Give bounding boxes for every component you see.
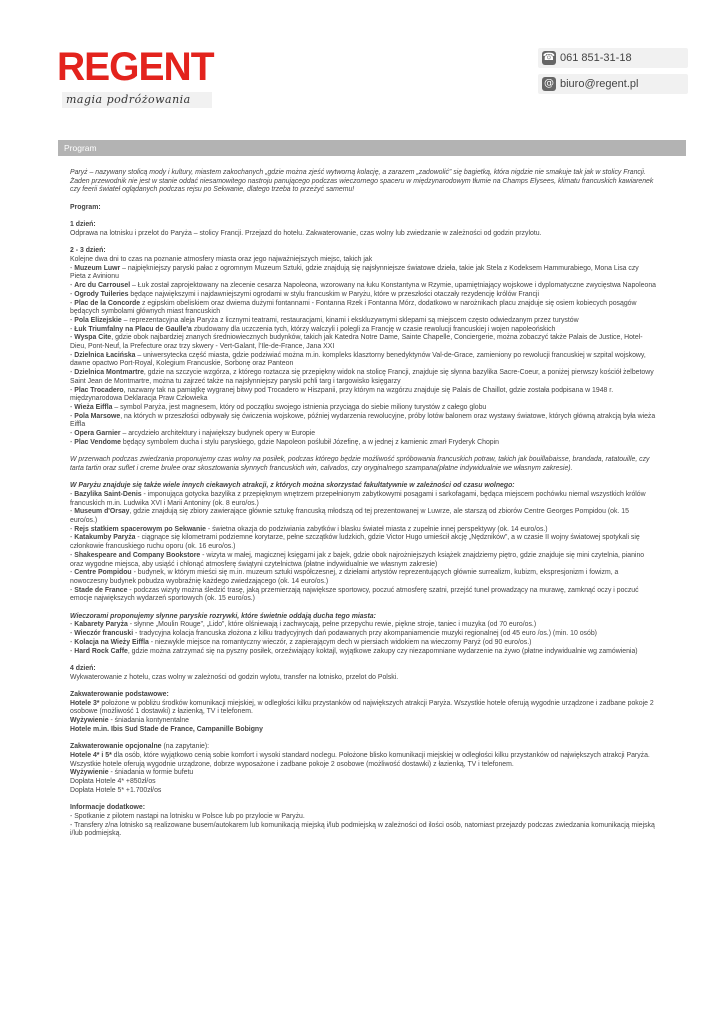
item-name: Bazylika Saint-Denis bbox=[74, 490, 142, 498]
list-item: - Łuk Triumfalny na Placu de Gaulle'a zbudowany dla uczczenia tych, którzy walczyli i polegli za Francję w czasie rewolucji francuskiej i wojen napoleońskich bbox=[70, 325, 556, 333]
item-name: Kolacja na Wieży Eiffla bbox=[74, 638, 149, 646]
attractions-list bbox=[70, 265, 656, 448]
food-note: W przerwach podczas zwiedzania proponujemy czas wolny na posiłek, podczas którego będzie możliwość spróbowania francuskich potraw, takich jak bouillabaisse, brandada, ratatouille, czy tarta tartin oraz suflet i creme brulee oraz skosztowania słynnych francuskich win, calvados, czy oryginalnego szampana(płatne indywidualnie we własnym zakresie). bbox=[70, 456, 650, 472]
hotel-desc: położone w pobliżu środków komunikacji miejskiej, w odległości kilku przystanków od największych atrakcji Paryża. Wszystkie hotele oferują wygodnie urządzone i zadbane pokoje 2 osobowe (możliwość 1 dostawki) z łazienką, TV i telefonem. bbox=[70, 699, 654, 716]
brand-tagline: magia podróżowania bbox=[66, 93, 191, 106]
info-title: Informacje dodatkowe: bbox=[70, 804, 146, 812]
list-item: - Pola Elizejskie – reprezentacyjna aleja Paryża z licznymi teatrami, restauracjami, kinami i ekskluzywnymi sklepami są miejscem często odwiedzanym przez turystów bbox=[70, 316, 579, 324]
section-header: Program bbox=[58, 140, 686, 156]
item-name: Wieża Eiffla bbox=[74, 403, 113, 411]
optional-accommodation-food bbox=[70, 769, 656, 778]
food-label: Wyżywienie bbox=[70, 717, 109, 725]
item-name: Museum d'Orsay bbox=[74, 508, 130, 516]
intro-text: Paryż – nazywany stolicą mody i kultury, miastem zakochanych „gdzie można zjeść wytworną kolację, a zarazem „zadowolić” się bagietką, która nigdzie nie smakuje tak jak w stolicy Francji. Żaden przewodnik nie jest w stanie oddać niesamowitego nastroju panującego podczas wieczornego spaceru w międzynarodowym tłumie na Champs Elysees, klimatu francuskich kawiarenek czy feerii świateł oglądanych podczas rejsu po Sekwanie, dlatego trzeba to przeżyć samemu! bbox=[70, 169, 654, 194]
item-text: - słynne „Moulin Rouge”, „Lido”, które olśniewają i zachwycają, pełne przepychu rewie, piękne stroje, taniec i muzyka (od 70 euro/os.) bbox=[127, 621, 537, 629]
item-text: , gdzie można zatrzymać się na pyszny posiłek, orzeźwiający koktajl, wyjątkowe zakupy czy niezapomniane wydarzenie na żywo (płatne indywidualnie wg zamówienia) bbox=[127, 647, 638, 655]
list-item: - Shakespeare and Company Bookstore - wizyta w małej, magicznej księgarni jak z bajek, gdzie obok najrożniejszych książek znajdziemy piętro, gdzie znajduje się mini czytelnia, pianino oraz wygodne miejsca, aby usiąść i chłonąć atmosferę świątyni czytelnictwa (płatne indywidualnie we własnym zakresie) bbox=[70, 551, 645, 568]
optional-accommodation-title bbox=[70, 743, 656, 752]
item-text: będące największymi i najdawniejszymi ogrodami w stylu francuskim w Paryżu, które w przeszłości otaczały rezydencję królów Francji bbox=[128, 290, 539, 298]
item-name: Muzeum Luwr bbox=[74, 264, 121, 272]
list-item: - Ogrody Tuileries będące największymi i najdawniejszymi ogrodami w stylu francuskim w Paryżu, które w przeszłości otaczały rezydencję królów Francji bbox=[70, 290, 539, 298]
opt-food-label: Wyżywienie bbox=[70, 769, 109, 777]
list-item: - Kolacja na Wieży Eiffla - niezwykle miejsce na romantyczny wieczór, z zapierającym dech w piersiach widokiem na wieczorny Paryż (od 90 euro/os.) bbox=[70, 638, 532, 646]
list-item: - Stade de France - podczas wizyty można śledzić trasę, jaką przemierzają największe sportowcy, poczuć atmosferę szatni, przejść tunel prowadzący na murawę, zamknąć oczy i poczuć emocje największych wydarzeń sportowych (ok. 15 euro/os.) bbox=[70, 586, 639, 603]
item-text: z egipskim obeliskiem oraz dwiema dużymi fontannami - Fontanna Rzek i Fontanna Mórz, dodatkowo w narożnikach placu znajduje się osiem kobiecych posągów będących symbolami głównych miast francuskich bbox=[70, 299, 637, 316]
phone-icon: ☎ bbox=[542, 52, 556, 63]
surcharge-5star: Dopłata Hotele 5* +1.700zł/os bbox=[70, 786, 162, 794]
list-item: - Arc du Carrousel – Łuk został zaprojektowany na zlecenie cesarza Napoleona, wzorowany na łuku Konstantyna w Rzymie, upamiętniający wojskowe i dyplomatyczne zwycięstwa Napoleona bbox=[70, 282, 656, 290]
surcharge-4star: Dopłata Hotele 4* +850zł/os bbox=[70, 778, 156, 786]
item-text: - świetna okazja do podziwiania zabytków i blasku świateł miasta z zupełnie innej perspektywy (ok. 14 euro/os.) bbox=[205, 525, 548, 533]
info-list bbox=[70, 813, 656, 839]
opt-acc-note: (na zapytanie): bbox=[161, 743, 210, 751]
list-item: - Plac de la Concorde z egipskim obeliskiem oraz dwiema dużymi fontannami - Fontanna Rzek i Fontanna Mórz, dodatkowo w narożnikach placu znajduje się osiem kobiecych posągów będących symbolami głównych miast francuskich bbox=[70, 299, 637, 316]
day4-text: Wykwaterowanie z hotelu, czas wolny w zależności od godzin wylotu, transfer na lotnisko, przelot do Polski. bbox=[70, 673, 399, 681]
item-name: Plac de la Concorde bbox=[74, 299, 141, 307]
info-item: - Transfery z/na lotnisko są realizowane busem/autokarem lub komunikacją miejską i/lub podmiejską w zależności od ilości osób, natomiast przejazdy podczas zwiedzania komunikacją miejską i/lub podmiejską. bbox=[70, 821, 655, 838]
item-text: będący symbolem ducha i stylu paryskiego, gdzie Napoleon poślubił Józefinę, a w jednej z kamienic zmarł Fryderyk Chopin bbox=[120, 438, 499, 446]
opt-acc-label: Zakwaterowanie opcjonalne bbox=[70, 743, 162, 751]
list-item: - Centre Pompidou - budynek, w którym mieści się m.in. muzeum sztuki współczesnej, z dziełami artystów reprezentujących głównie surrealizm, kubizm, ekspresjonizm i fowizm, a nowoczesny budynek pobudza wyobraźnię każdego zwiedzającego (ok. 14 euro/os.) bbox=[70, 569, 619, 585]
item-text: , gdzie obok najbardziej znanych średniowiecznych budynków, takich jak Katedra Notre Dame, Sainte Chapelle, Conciergerie, można zobaczyć także Palais de Justice, Hotel-Dieu, Pont-Neuf, la Prefecture oraz trzy skwery - Vert-Galant, l’Ile-de-France, Jana XXI bbox=[70, 334, 643, 351]
item-text: – uniwersytecka część miasta, gdzie podziwiać można m.in. kompleks klasztorny benedyktynów Val-de-Grace, zamieniony po rewolucji francuskiej w szpital wojskowy, dawne opactwo Port-Royal, Kolegium Francuskie, Sorbonę oraz Panteon bbox=[70, 351, 646, 368]
item-name: Centre Pompidou bbox=[74, 569, 132, 577]
list-item: - Plac Vendome będący symbolem ducha i stylu paryskiego, gdzie Napoleon poślubił Józefinę, a w jednej z kamienic zmarł Fryderyk Chopin bbox=[70, 438, 499, 446]
item-text: , na których w przeszłości odbywały się ćwiczenia wojskowe, później wydarzenia rewolucyjne, próby lotów balonem oraz wystawy światowe, których główną atrakcją była wieża Eiffla bbox=[70, 412, 656, 429]
opt-hotel-label: Hotele 4* i 5* bbox=[70, 751, 112, 759]
hotel-label: Hotele 3* bbox=[70, 699, 100, 707]
list-item: - Kabarety Paryża - słynne „Moulin Rouge”, „Lido”, które olśniewają i zachwycają, pełne przepychu rewie, piękne stroje, taniec i muzyka (od 70 euro/os.) bbox=[70, 621, 537, 629]
item-name: Łuk Triumfalny na Placu de Gaulle'a bbox=[74, 325, 192, 333]
day23-intro: Kolejne dwa dni to czas na poznanie atmosfery miasta oraz jego najważniejszych miejsc, takich jak bbox=[70, 255, 373, 263]
list-item: - Rejs statkiem spacerowym po Sekwanie - świetna okazja do podziwiania zabytków i blasku świateł miasta z zupełnie innej perspektywy (ok. 14 euro/os.) bbox=[70, 525, 548, 533]
item-name: Dzielnica Montmartre bbox=[74, 369, 144, 377]
day4-title: 4 dzień: bbox=[70, 664, 96, 672]
list-item: - Wieczór francuski - tradycyjna kolacja francuska złożona z kilku tradycyjnych dań podawanych przy akompaniamencie muzyki regionalnej (od 45 euro /os.) (min. 10 osób) bbox=[70, 630, 597, 638]
program-content bbox=[70, 169, 656, 839]
item-text: – reprezentacyjna aleja Paryża z licznymi teatrami, restauracjami, kinami i ekskluzywnymi sklepami są miejscem często odwiedzanym przez turystów bbox=[121, 316, 579, 324]
optional-title: W Paryżu znajduje się także wiele innych ciekawych atrakcji, z których można skorzystać fakultatywnie w zależności od czasu wolnego: bbox=[70, 482, 515, 490]
info-item: - Spotkanie z pilotem nastąpi na lotnisku w Polsce lub po przylocie w Paryżu. bbox=[70, 812, 305, 820]
contact-box bbox=[538, 48, 688, 100]
item-name: Wyspa Cite bbox=[74, 334, 112, 342]
phone-number: 061 851-31-18 bbox=[560, 52, 632, 64]
item-name: Pola Elizejskie bbox=[74, 316, 122, 324]
item-text: – Łuk został zaprojektowany na zlecenie cesarza Napoleona, wzorowany na łuku Konstantyna w Rzymie, upamiętniający wojskowe i dyplomatyczne zwycięstwa Napoleona bbox=[130, 282, 656, 290]
item-name: Katakumby Paryża bbox=[74, 534, 136, 542]
item-text: - ciągnące się kilometrami podziemne korytarze, pełne szczątków ludzkich, gdzie Victor Hugo umieścił akcję „Nędzników”, a w czasie II wojny światowej spotykali się członkowie francuskiego ruchu oporu (ok. 16 euro/os.) bbox=[70, 534, 640, 551]
item-name: Opera Garnier bbox=[74, 430, 121, 438]
item-text: - tradycyjna kolacja francuska złożona z kilku tradycyjnych dań podawanych przy akompaniamencie muzyki regionalnej (od 45 euro /os.) (min. 10 osób) bbox=[133, 630, 597, 638]
item-name: Shakespeare and Company Bookstore bbox=[74, 551, 201, 559]
item-text: zbudowany dla uczczenia tych, którzy walczyli i polegli za Francję w czasie rewolucji francuskiej i wojen napoleońskich bbox=[191, 325, 556, 333]
item-name: Plac Vendome bbox=[74, 438, 121, 446]
item-name: Rejs statkiem spacerowym po Sekwanie bbox=[74, 525, 206, 533]
item-text: - wizyta w małej, magicznej księgarni jak z bajek, gdzie obok najrożniejszych książek znajdziemy piętro, gdzie znajduje się mini czytelnia, pianino oraz wygodne miejsca, aby usiąść i chłonąć atmosferę świątyni czytelnictwa (płatne indywidualnie we własnym zakresie) bbox=[70, 551, 645, 568]
regent-logo bbox=[57, 45, 217, 110]
accommodation-title: Zakwaterowanie podstawowe: bbox=[70, 691, 169, 699]
list-item: - Museum d'Orsay, gdzie znajdują się zbiory zawierające głównie sztukę francuską młodszą od tej prezentowanej w Luwrze, ale starszą od zbiorów Centre Georges Pompidou (ok. 15 euro/os.) bbox=[70, 508, 629, 525]
opt-hotel-desc: dla osób, które wyjątkowo cenią sobie komfort i wysoki standard noclegu. Położone blisko komunikacji miejskiej w odległości kilku przystanków od największych atrakcji Paryża. Wszystkie hotele oferują wygodnie urządzone, dobrze wyposażone i zadbane pokoje 2 osobowe (możliwość dostawki) z łazienką, TV i telefonem. bbox=[70, 751, 650, 768]
item-name: Hard Rock Caffe bbox=[74, 647, 128, 655]
list-item: - Dzielnica Łacińska – uniwersytecka część miasta, gdzie podziwiać można m.in. kompleks klasztorny benedyktynów Val-de-Grace, zamieniony po rewolucji francuskiej w szpital wojskowy, dawne opactwo Port-Royal, Kolegium Francuskie, Sorbonę oraz Panteon bbox=[70, 351, 646, 368]
program-label: Program: bbox=[70, 203, 101, 211]
list-item: - Bazylika Saint-Denis - imponująca gotycka bazylika z przepięknym wnętrzem przepełnionym zabytkowymi posągami i sarkofagami, będąca miejscem pochówku niemal wszystkich królów francuskich m.in. Ludwika XVI i Marii Antoniny (ok. 8 euro/os.) bbox=[70, 490, 646, 507]
item-text: , gdzie na szczycie wzgórza, z którego roztacza się przepiękny widok na stolicę Francji, znajduje się słynna bazylika Sacre-Coeur, a poniżej pierwszy kościół żelbetowy Saint Jean de Montmartre, można tu zajrzeć także na najsłynniejszy paryski pchli targ i targowisko księgarzy bbox=[70, 369, 654, 385]
list-item: - Pola Marsowe, na których w przeszłości odbywały się ćwiczenia wojskowe, później wydarzenia rewolucyjne, próby lotów balonem oraz wystawy światowe, których główną atrakcją była wieża Eiffla bbox=[70, 412, 656, 429]
item-name: Pola Marsowe bbox=[74, 412, 121, 420]
at-icon: @ bbox=[544, 78, 554, 89]
food-desc: - śniadania kontynentalne bbox=[108, 717, 190, 725]
optional-accommodation-hotel bbox=[70, 752, 656, 769]
email-address[interactable]: biuro@regent.pl bbox=[560, 78, 639, 90]
optional-list bbox=[70, 491, 656, 604]
day1-text: Odprawa na lotnisku i przelot do Paryża – stolicy Francji. Przejazd do hotelu. Zakwaterowanie, czas wolny lub zwiedzanie w zależności od godzin przylotu. bbox=[70, 229, 542, 237]
item-name: Dzielnica Łacińska bbox=[74, 351, 136, 359]
phone-row bbox=[538, 48, 688, 68]
item-text: - niezwykle miejsce na romantyczny wieczór, z zapierającym dech w piersiach widokiem na wieczorny Paryż (od 90 euro/os.) bbox=[148, 638, 532, 646]
accommodation-food bbox=[70, 717, 656, 726]
item-name: Stade de France bbox=[74, 586, 128, 594]
email-row[interactable] bbox=[538, 74, 688, 94]
list-item: - Opera Garnier – arcydzieło architektury i największy budynek opery w Europie bbox=[70, 430, 316, 438]
item-text: , nazwany tak na pamiątkę wygranej bitwy pod Trocadero w Hiszpanii, przy którym na wzgórzu znajduje się Palais de Chaillot, gdzie została podpisana w 1948 r. międzynarodowa Deklaracja Praw Człowieka bbox=[70, 386, 614, 403]
item-text: - imponująca gotycka bazylika z przepięknym wnętrzem przepełnionym zabytkowymi posągami i sarkofagami, będąca miejscem pochówku niemal wszystkich królów francuskich m.in. Ludwika XVI i Marii Antoniny (ok. 8 euro/os.) bbox=[70, 490, 646, 507]
evening-title: Wieczorami proponujemy słynne paryskie rozrywki, które świetnie oddają ducha tego miasta: bbox=[70, 612, 376, 620]
list-item: - Plac Trocadero, nazwany tak na pamiątkę wygranej bitwy pod Trocadero w Hiszpanii, przy którym na wzgórzu znajduje się Palais de Chaillot, gdzie została podpisana w 1948 r. międzynarodowa Deklaracja Praw Człowieka bbox=[70, 386, 614, 403]
item-text: – arcydzieło architektury i największy budynek opery w Europie bbox=[120, 430, 316, 438]
item-text: - podczas wizyty można śledzić trasę, jaką przemierzają największe sportowcy, poczuć atmosferę szatni, przejść tunel prowadzący na murawę, zamknąć oczy i poczuć emocje największych wydarzeń sportowych (ok. 15 euro/os.) bbox=[70, 586, 639, 603]
item-name: Wieczór francuski bbox=[74, 630, 134, 638]
list-item: - Katakumby Paryża - ciągnące się kilometrami podziemne korytarze, pełne szczątków ludzkich, gdzie Victor Hugo umieścił akcję „Nędzników”, a w czasie II wojny światowej spotykali się członkowie francuskiego ruchu oporu (ok. 16 euro/os.) bbox=[70, 534, 640, 551]
item-text: - budynek, w którym mieści się m.in. muzeum sztuki współczesnej, z dziełami artystów reprezentujących głównie surrealizm, kubizm, ekspresjonizm i fowizm, a nowoczesny budynek pobudza wyobraźnię każdego zwiedzającego (ok. 14 euro/os.) bbox=[70, 569, 619, 585]
item-text: – symbol Paryża, jest magnesem, który od początku swojego istnienia przyciąga do siebie miliony turystów z całego globu bbox=[112, 403, 487, 411]
item-name: Kabarety Paryża bbox=[74, 621, 128, 629]
opt-food-desc: - śniadania w formie bufetu bbox=[108, 769, 194, 777]
brand-name: REGENT bbox=[57, 45, 214, 90]
list-item: - Hard Rock Caffe, gdzie można zatrzymać się na pyszny posiłek, orzeźwiający koktajl, wyjątkowe zakupy czy niezapomniane wydarzenie na żywo (płatne indywidualnie wg zamówienia) bbox=[70, 647, 638, 655]
accommodation-hotel bbox=[70, 700, 656, 717]
list-item: - Wyspa Cite, gdzie obok najbardziej znanych średniowiecznych budynków, takich jak Katedra Notre Dame, Sainte Chapelle, Conciergerie, można zobaczyć także Palais de Justice, Hotel-Dieu, Pont-Neuf, la Prefecture oraz trzy skwery - Vert-Galant, l’Ile-de-France, Jana XXI bbox=[70, 334, 643, 351]
item-name: Arc du Carrousel bbox=[74, 282, 131, 290]
hotel-examples: Hotele m.in. Ibis Sud Stade de France, Campanille Bobigny bbox=[70, 725, 263, 733]
list-item: - Wieża Eiffla – symbol Paryża, jest magnesem, który od początku swojego istnienia przyciąga do siebie miliony turystów z całego globu bbox=[70, 403, 487, 411]
item-name: Plac Trocadero bbox=[74, 386, 124, 394]
brand-tagline-box bbox=[62, 92, 212, 108]
item-name: Ogrody Tuileries bbox=[74, 290, 129, 298]
list-item: - Muzeum Luwr – najpiękniejszy paryski pałac z ogromnym Muzeum Sztuki, gdzie znajdują się najsłynniejsze światowe dzieła, takie jak Stela z Kodeksem Hammurabiego, Mona Lisa czy Pieta z Avinionu bbox=[70, 264, 639, 281]
day1-title: 1 dzień: bbox=[70, 221, 96, 229]
list-item: - Dzielnica Montmartre, gdzie na szczycie wzgórza, z którego roztacza się przepiękny widok na stolicę Francji, znajduje się słynna bazylika Sacre-Coeur, a poniżej pierwszy kościół żelbetowy Saint Jean de Montmartre, można tu zajrzeć także na najsłynniejszy paryski pchli targ i targowisko księgarzy bbox=[70, 369, 654, 385]
item-text: , gdzie znajdują się zbiory zawierające głównie sztukę francuską młodszą od tej prezentowanej w Luwrze, ale starszą od zbiorów Centre Georges Pompidou (ok. 15 euro/os.) bbox=[70, 508, 629, 525]
item-text: – najpiękniejszy paryski pałac z ogromnym Muzeum Sztuki, gdzie znajdują się najsłynniejsze światowe dzieła, takie jak Stela z Kodeksem Hammurabiego, Mona Lisa czy Pieta z Avinionu bbox=[70, 264, 639, 281]
evening-list bbox=[70, 621, 656, 656]
day23-title: 2 - 3 dzień: bbox=[70, 247, 106, 255]
